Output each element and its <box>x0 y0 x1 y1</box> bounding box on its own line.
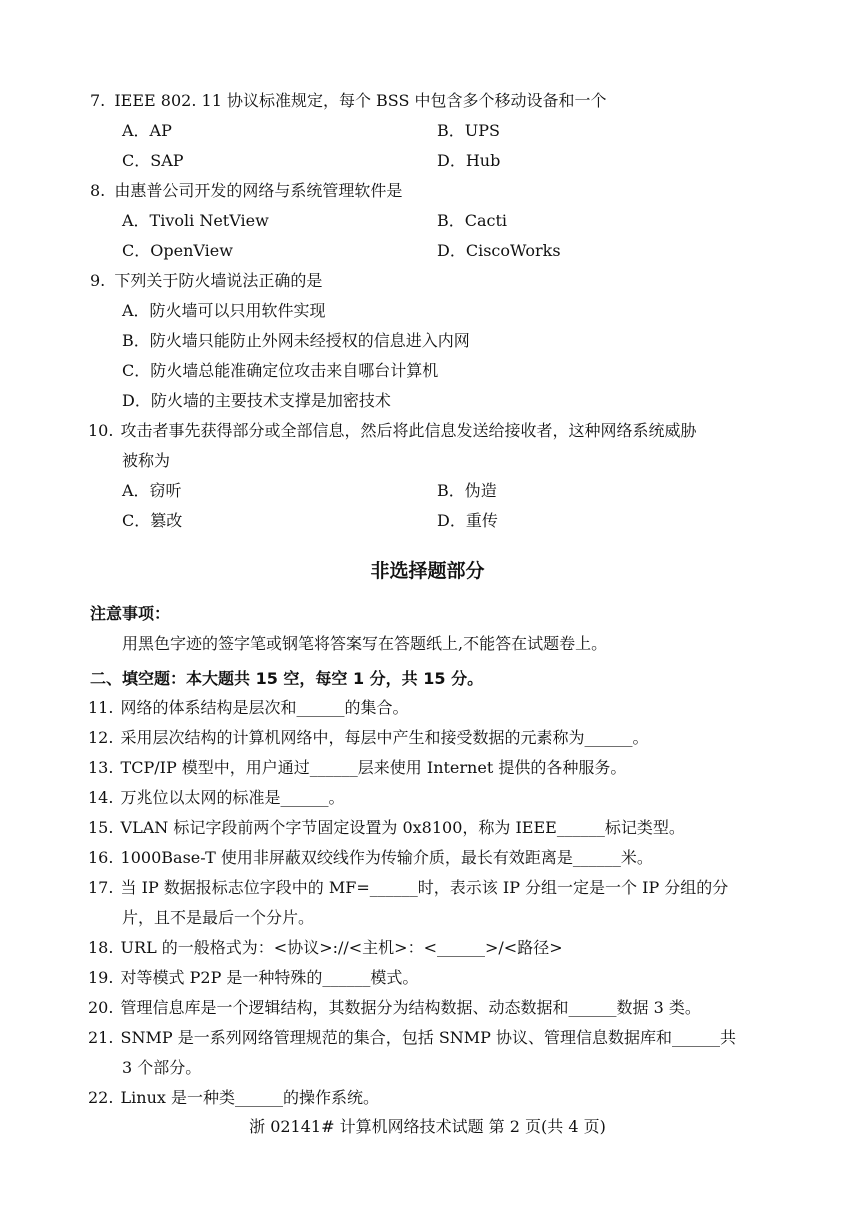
option-a: A．AP <box>122 121 172 140</box>
question-21 <box>88 1028 736 1048</box>
question-number: 19. <box>88 968 114 987</box>
question-18 <box>88 938 563 958</box>
option-b: B．UPS <box>437 121 500 140</box>
section-heading: 非选择题部分 <box>370 560 485 582</box>
question-number: 9. <box>90 271 106 290</box>
question-text: 万兆位以太网的标准是______。 <box>120 788 345 807</box>
question-text: 对等模式 P2P 是一种特殊的______模式。 <box>120 968 419 987</box>
question-text: VLAN 标记字段前两个字节固定设置为 0x8100，称为 IEEE______标记类型。 <box>120 818 685 837</box>
question-13 <box>88 758 626 778</box>
question-number: 15. <box>88 818 114 837</box>
question-number: 12. <box>88 728 114 747</box>
question-text: 1000Base-T 使用非屏蔽双绞线作为传输介质，最长有效距离是______米。 <box>120 848 653 867</box>
option-a: A．防火墙可以只用软件实现 <box>122 301 326 320</box>
option-c: C．OpenView <box>122 241 233 260</box>
question-text-continued: 被称为 <box>122 451 171 470</box>
notice-title: 注意事项： <box>90 604 171 623</box>
option-a: A．Tivoli NetView <box>122 211 269 230</box>
question-text: Linux 是一种类______的操作系统。 <box>120 1088 380 1107</box>
question-text-continued: 片，且不是最后一个分片。 <box>122 908 315 927</box>
question-22 <box>88 1088 379 1108</box>
question-10 <box>88 421 697 441</box>
question-number: 20. <box>88 998 114 1017</box>
question-text: IEEE 802. 11 协议标准规定，每个 BSS 中包含多个移动设备和一个 <box>114 91 607 110</box>
question-number: 13. <box>88 758 114 777</box>
question-12 <box>88 728 649 748</box>
option-d: D．CiscoWorks <box>437 241 561 260</box>
option-c: C．防火墙总能准确定位攻击来自哪台计算机 <box>122 361 439 380</box>
question-7 <box>90 91 607 111</box>
option-b: B．伪造 <box>437 481 497 500</box>
question-number: 8. <box>90 181 106 200</box>
page-footer: 浙 02141# 计算机网络技术试题 第 2 页(共 4 页) <box>249 1117 606 1136</box>
question-text: 管理信息库是一个逻辑结构，其数据分为结构数据、动态数据和______数据 3 类。 <box>120 998 701 1017</box>
question-number: 16. <box>88 848 114 867</box>
question-text: 攻击者事先获得部分或全部信息，然后将此信息发送给接收者，这种网络系统威胁 <box>120 421 697 440</box>
question-number: 14. <box>88 788 114 807</box>
notice-text: 用黑色字迹的签字笔或钢笔将答案写在答题纸上,不能答在试题卷上。 <box>122 634 608 653</box>
question-text-continued: 3 个部分。 <box>122 1058 202 1077</box>
question-number: 18. <box>88 938 114 957</box>
option-d: D．Hub <box>437 151 501 170</box>
option-b: B．Cacti <box>437 211 508 230</box>
question-text: TCP/IP 模型中，用户通过______层来使用 Internet 提供的各种服务。 <box>120 758 627 777</box>
option-a: A．窃听 <box>122 481 182 500</box>
question-15 <box>88 818 685 838</box>
question-8 <box>90 181 402 201</box>
question-20 <box>88 998 701 1018</box>
question-number: 10. <box>88 421 114 440</box>
question-11 <box>88 698 409 718</box>
question-19 <box>88 968 418 988</box>
question-text: URL 的一般格式为：<协议>://<主机>：<______>/<路径> <box>120 938 563 957</box>
question-17 <box>88 878 728 898</box>
question-number: 22. <box>88 1088 114 1107</box>
question-9 <box>90 271 322 291</box>
question-text: 由惠普公司开发的网络与系统管理软件是 <box>114 181 403 200</box>
question-14 <box>88 788 345 808</box>
option-d: D．防火墙的主要技术支撑是加密技术 <box>122 391 391 410</box>
question-text: SNMP 是一系列网络管理规范的集合，包括 SNMP 协议、管理信息数据库和______共 <box>120 1028 737 1047</box>
question-number: 7. <box>90 91 106 110</box>
option-d: D．重传 <box>437 511 498 530</box>
question-text: 采用层次结构的计算机网络中，每层中产生和接受数据的元素称为______。 <box>120 728 649 747</box>
question-number: 11. <box>88 698 114 717</box>
question-text: 下列关于防火墙说法正确的是 <box>114 271 323 290</box>
option-c: C．SAP <box>122 151 184 170</box>
question-16 <box>88 848 653 868</box>
part2-title: 二、填空题：本大题共 15 空，每空 1 分，共 15 分。 <box>90 669 484 688</box>
question-text: 当 IP 数据报标志位字段中的 MF=______时，表示该 IP 分组一定是一个 IP 分组的分 <box>120 878 729 897</box>
option-c: C．篡改 <box>122 511 183 530</box>
question-number: 21. <box>88 1028 114 1047</box>
option-b: B．防火墙只能防止外网未经授权的信息进入内网 <box>122 331 470 350</box>
question-number: 17. <box>88 878 114 897</box>
question-text: 网络的体系结构是层次和______的集合。 <box>120 698 409 717</box>
